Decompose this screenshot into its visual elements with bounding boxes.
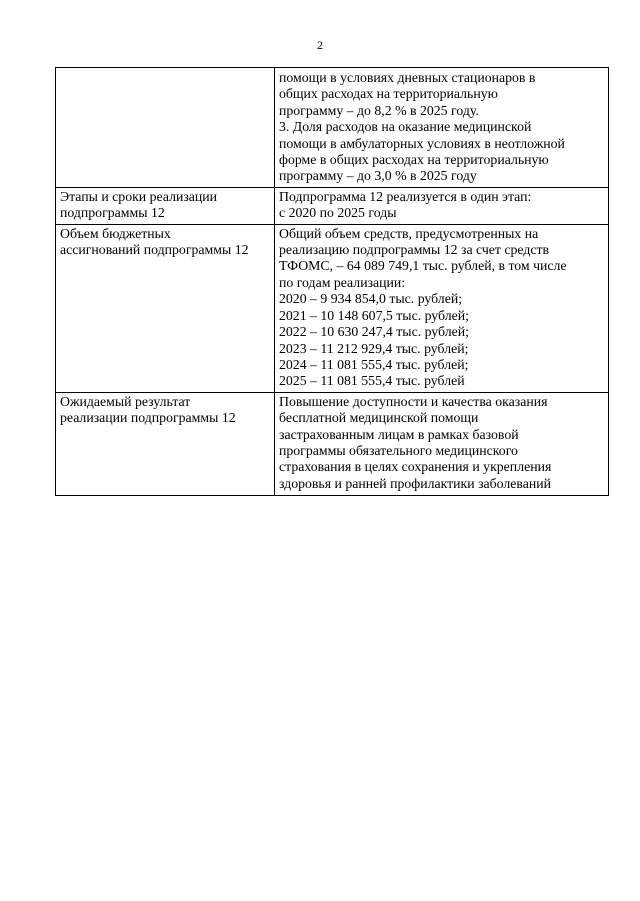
label-line: реализации подпрограммы 12	[60, 410, 236, 426]
content-line: Общий объем средств, предусмотренных на	[279, 225, 539, 241]
label-line: ассигнований подпрограммы 12	[60, 242, 249, 258]
content-line: программу – до 8,2 % в 2025 году.	[279, 102, 479, 118]
row-label-cell	[56, 392, 275, 495]
label-line: подпрограммы 12	[60, 205, 165, 221]
content-line: реализацию подпрограммы 12 за счет средств	[279, 242, 550, 258]
table-row-continuation	[56, 68, 609, 188]
content-line: страхования в целях сохранения и укрепления	[279, 459, 552, 475]
row-content-cell	[275, 392, 609, 495]
table-row-stages	[56, 187, 609, 224]
content-line: с 2020 по 2025 годы	[279, 205, 397, 221]
content-line: 3. Доля расходов на оказание медицинской	[279, 119, 532, 135]
content-line: помощи в амбулаторных условиях в неотложной	[279, 135, 565, 151]
content-line: Повышение доступности и качества оказания	[279, 393, 548, 409]
row-content-cell	[275, 224, 609, 392]
page-number: 2	[317, 38, 323, 52]
row-content-cell	[275, 68, 609, 188]
content-line: Подпрограмма 12 реализуется в один этап:	[279, 188, 532, 204]
row-label-cell	[56, 187, 275, 224]
content-line: по годам реализации:	[279, 274, 406, 290]
content-line: форме в общих расходах на территориальную	[279, 152, 549, 168]
row-label-cell	[56, 68, 275, 188]
content-line: 2023 – 11 212 929,4 тыс. рублей;	[279, 340, 469, 356]
content-line: бесплатной медицинской помощи	[279, 410, 479, 426]
content-line: общих расходах на территориальную	[279, 86, 498, 102]
content-line: 2025 – 11 081 555,4 тыс. рублей	[279, 373, 465, 389]
content-line: 2020 – 9 934 854,0 тыс. рублей;	[279, 291, 463, 307]
content-line: программу – до 3,0 % в 2025 году	[279, 168, 477, 184]
table-row-budget	[56, 224, 609, 392]
content-line: 2021 – 10 148 607,5 тыс. рублей;	[279, 307, 469, 323]
content-line: помощи в условиях дневных стационаров в	[279, 70, 536, 85]
row-label-cell	[56, 224, 275, 392]
content-line: программы обязательного медицинского	[279, 442, 518, 458]
content-line: застрахованным лицам в рамках базовой	[279, 426, 519, 442]
label-line: Объем бюджетных	[60, 225, 171, 241]
content-line: 2022 – 10 630 247,4 тыс. рублей;	[279, 324, 469, 340]
label-line: Ожидаемый результат	[60, 393, 191, 409]
table-row-expected-result	[56, 392, 609, 495]
label-line: Этапы и сроки реализации	[60, 188, 218, 204]
content-line: здоровья и ранней профилактики заболеваний	[279, 475, 552, 491]
row-content-cell	[275, 187, 609, 224]
content-line: ТФОМС, – 64 089 749,1 тыс. рублей, в том числе	[279, 258, 567, 274]
passport-table	[55, 67, 609, 496]
content-line: 2024 – 11 081 555,4 тыс. рублей;	[279, 356, 469, 372]
